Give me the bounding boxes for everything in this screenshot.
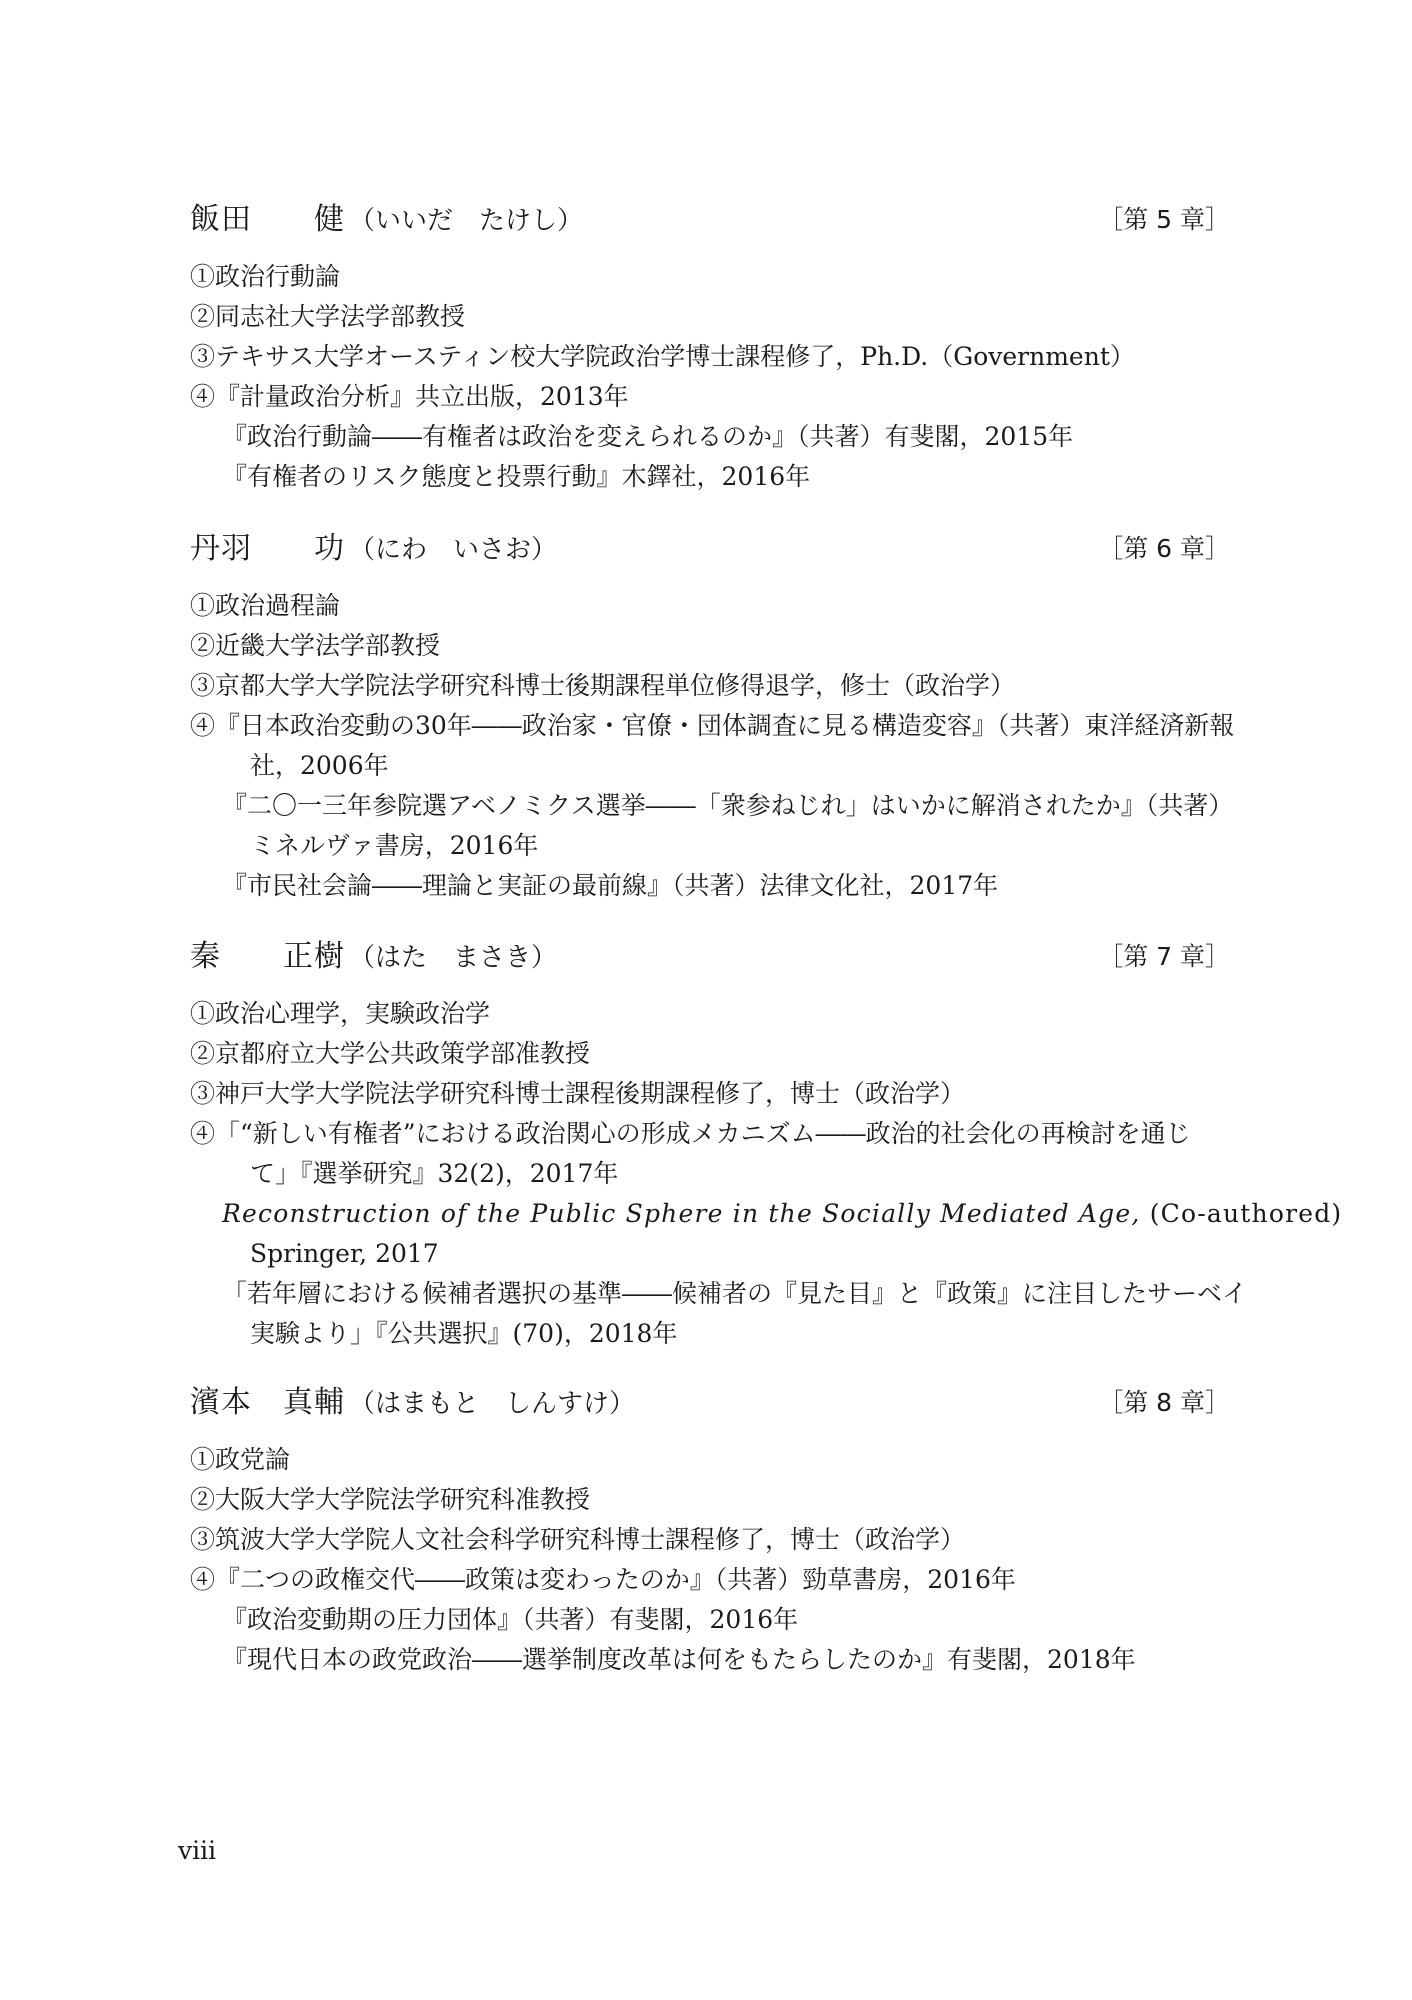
author-entry: [190, 1380, 1230, 1680]
publication-continued: て」『選挙研究』32(2)，2017年: [250, 1159, 619, 1188]
research-field: ①政治行動論: [190, 262, 341, 291]
page-number: viii: [178, 1836, 217, 1865]
author-reading: （はまもと しんすけ）: [349, 1389, 636, 1419]
author-name: 秦 正樹: [190, 939, 345, 974]
author-header: [190, 934, 1230, 980]
education: ③京都大学大学院法学研究科博士後期課程単位修得退学，修士（政治学）: [190, 671, 1016, 700]
author-header: [190, 197, 1230, 243]
author-name: 飯田 健: [190, 202, 345, 237]
education: ③筑波大学大学院人文社会科学研究科博士課程修了，博士（政治学）: [190, 1525, 966, 1554]
publication-continued: 実験より」『公共選択』(70)，2018年: [250, 1319, 678, 1348]
chapter-label: ［第 5 章］: [1098, 205, 1230, 234]
publication: 『有権者のリスク態度と投票行動』木鐸社，2016年: [222, 462, 811, 491]
affiliation: ②同志社大学法学部教授: [190, 302, 466, 331]
publication: 「若年層における候補者選択の基準――候補者の『見た目』と『政策』に注目したサーベイ: [222, 1279, 1248, 1308]
affiliation: ②近畿大学法学部教授: [190, 631, 441, 660]
affiliation: ②京都府立大学公共政策学部准教授: [190, 1039, 591, 1068]
chapter-label: ［第 7 章］: [1098, 942, 1230, 971]
author-name: 濱本 真輔: [190, 1385, 345, 1420]
publication: ④『計量政治分析』共立出版，2013年: [190, 382, 629, 411]
publication: 『二〇一三年参院選アベノミクス選挙――「衆参ねじれ」はいかに解消されたか』（共著）: [222, 791, 1234, 820]
publication-continued: Springer, 2017: [250, 1239, 439, 1268]
author-reading: （はた まさき）: [349, 943, 558, 973]
publication-continued: 社，2006年: [250, 751, 389, 780]
publication: 『市民社会論――理論と実証の最前線』（共著）法律文化社，2017年: [222, 871, 999, 900]
author-entry: [190, 526, 1235, 906]
affiliation: ②大阪大学大学院法学研究科准教授: [190, 1485, 591, 1514]
education: ③神戸大学大学院法学研究科博士課程後期課程修了，博士（政治学）: [190, 1079, 966, 1108]
research-field: ①政党論: [190, 1445, 291, 1474]
publication-continued: ミネルヴァ書房，2016年: [250, 831, 539, 860]
author-entry: [190, 197, 1230, 497]
chapter-label: ［第 6 章］: [1098, 534, 1230, 563]
publication: ④「“新しい有権者”における政治関心の形成メカニズム――政治的社会化の再検討を通じ: [190, 1119, 1191, 1148]
author-details: [190, 257, 1230, 497]
publication: 『政治変動期の圧力団体』（共著）有斐閣，2016年: [222, 1605, 799, 1634]
chapter-label: ［第 8 章］: [1098, 1388, 1230, 1417]
author-header: [190, 1380, 1230, 1426]
education: ③テキサス大学オースティン校大学院政治学博士課程修了，Ph.D.（Government）: [190, 342, 1135, 371]
publication: ④『二つの政権交代――政策は変わったのか』（共著）勁草書房，2016年: [190, 1565, 1016, 1594]
publication: ④『日本政治変動の30年――政治家・官僚・団体調査に見る構造変容』（共著）東洋経済新報: [190, 711, 1235, 740]
publication-english-note: (Co-authored): [1149, 1199, 1343, 1228]
author-details: [190, 1440, 1230, 1680]
author-name: 丹羽 功: [190, 531, 345, 566]
author-reading: （いいだ たけし）: [349, 206, 584, 236]
publication: 『現代日本の政党政治――選挙制度改革は何をもたらしたのか』有斐閣，2018年: [222, 1645, 1136, 1674]
author-reading: （にわ いさお）: [349, 535, 558, 565]
author-details: [190, 994, 1343, 1354]
author-header: [190, 526, 1230, 572]
publication-english: [190, 1194, 1343, 1234]
publication-english-title: Reconstruction of the Public Sphere in the Socially Mediated Age,: [222, 1199, 1141, 1228]
research-field: ①政治心理学，実験政治学: [190, 999, 491, 1028]
publication: 『政治行動論――有権者は政治を変えられるのか』（共著）有斐閣，2015年: [222, 422, 1074, 451]
research-field: ①政治過程論: [190, 591, 341, 620]
author-entry: [190, 934, 1343, 1354]
author-details: [190, 586, 1235, 906]
